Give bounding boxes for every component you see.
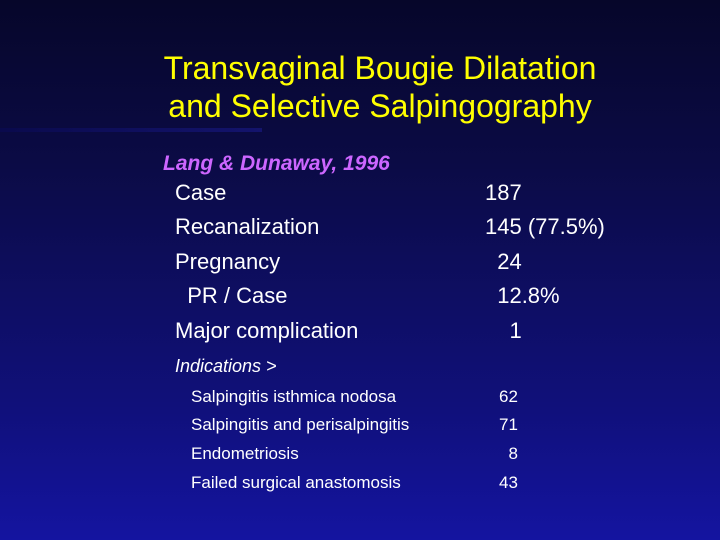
stat-label-recanalization: Recanalization	[175, 214, 320, 239]
stat-label-case: Case	[175, 180, 227, 205]
indication-value-endometriosis: 8	[499, 444, 518, 463]
slide-title-line-1: Transvaginal Bougie Dilatation	[163, 50, 597, 86]
slide-title-line-2: and Selective Salpingography	[168, 88, 592, 124]
stat-label-major-complication: Major complication	[175, 318, 359, 343]
stat-value-pregnancy: 24	[485, 249, 522, 274]
stat-value-recanalization: 145 (77.5%)	[485, 214, 605, 239]
indication-label-endometriosis: Endometriosis	[191, 444, 299, 463]
stat-value-major-complication: 1	[485, 318, 522, 343]
indications-heading: Indications >	[175, 356, 277, 376]
stat-value-pr-case: 12.8%	[485, 283, 560, 308]
stat-label-pregnancy: Pregnancy	[175, 249, 281, 274]
indication-value-perisalpingitis: 71	[499, 415, 518, 434]
indication-label-sin: Salpingitis isthmica nodosa	[191, 387, 397, 406]
indication-value-sin: 62	[499, 387, 518, 406]
stat-value-case: 187	[485, 180, 522, 205]
source-citation: Lang & Dunaway, 1996	[163, 152, 390, 175]
indication-label-failed-anastomosis: Failed surgical anastomosis	[191, 473, 401, 492]
title-divider	[0, 128, 262, 132]
stat-label-pr-case: PR / Case	[175, 283, 288, 308]
indication-value-failed-anastomosis: 43	[499, 473, 518, 492]
indication-label-perisalpingitis: Salpingitis and perisalpingitis	[191, 415, 410, 434]
